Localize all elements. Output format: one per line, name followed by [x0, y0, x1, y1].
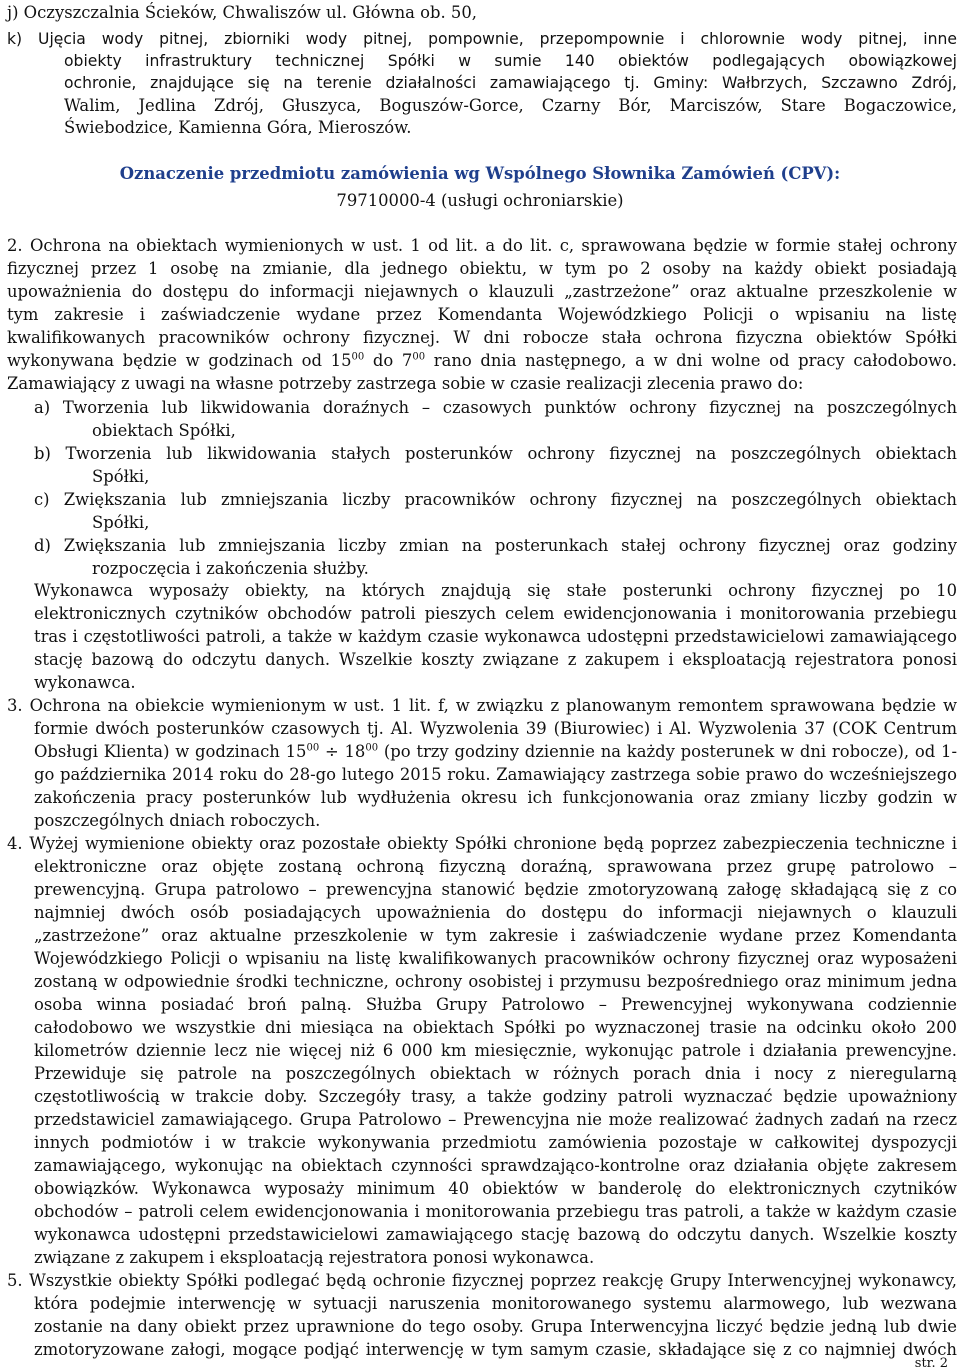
text-line: obowiązków. Wykonawca wyposaży minimum 40 obiektów w banderolę do elektronicznych czytników: [34, 1179, 957, 1198]
cpv-heading: Oznaczenie przedmiotu zamówienia wg Wspólnego Słownika Zamówień (CPV):: [119, 164, 841, 183]
text-line: obiekty infrastruktury technicznej Spółki w sumie 140 obiektów podlegających obowiązkowej: [64, 52, 957, 70]
text-line: upoważnienia do dostępu do informacji niejawnych o klauzuli „zastrzeżone” oraz aktualne przeszkolenie w: [7, 282, 957, 301]
list-item-k: k) Ujęcia wody pitnej, zbiorniki wody pitnej, pompownie, przepompownie i chlorownie wody pitnej, inne: [7, 30, 957, 48]
text-line: związane z zakupem i eksploatacją rejestratora ponosi wykonawca.: [34, 1248, 595, 1267]
text-line: zostanie na dany obiekt przez uprawnione do tego osoby. Grupa Interwencyjna liczyć będzie jedną lub dwie: [34, 1317, 957, 1336]
text-line: zamawiającego, wykonując na obiektach czynności sprawdzająco-kontrolne oraz działania objęte zakresem: [34, 1156, 957, 1175]
text-line: obchodów – patroli celem ewidencjonowania i monitorowania przebiegu tras patroli, a także w każdym czasie: [34, 1202, 957, 1221]
text-line: Zamawiający z uwagi na własne potrzeby zastrzega sobie w czasie realizacji zlecenia prawo do:: [7, 374, 804, 393]
text-line: wykonawca udostępni przedstawicielowi zamawiającego stację bazową do odczytu danych. Wszelkie koszty: [34, 1225, 957, 1244]
section-4-heading: 4. Wyżej wymienione obiekty oraz pozostałe obiekty Spółki chronione będą poprzez zabezpieczenia techniczne i: [7, 834, 957, 853]
text-line: najmniej dwóch osób posiadających upoważnienia do dostępu do informacji niejawnych o klauzuli: [34, 903, 957, 922]
text-line: formie dwóch posterunków czasowych tj. Al. Wyzwolenia 39 (Biurowiec) i Al. Wyzwolenia 37 (COK Centrum: [34, 719, 957, 738]
text-line: zostaną w odpowiednie środki techniczne, ochrony osobistej i przymusu bezpośredniego oraz minimum jedna: [34, 972, 957, 991]
list-item-d: d) Zwiększania lub zmniejszania liczby zmian na posterunkach stałej ochrony fizycznej oraz godziny: [34, 536, 957, 555]
text-line: przedstawiciel zamawiającego. Grupa Patrolowo – Prewencyjna nie może realizować żadnych zadań na rzecz: [34, 1110, 957, 1129]
text-line: elektronicznych czytników obchodów patroli pieszych celem ewidencjonowania i monitorowania przebiegu: [34, 604, 957, 623]
section-5-heading: 5. Wszystkie obiekty Spółki podlegać będą ochronie fizycznej poprzez reakcję Grupy Interwencyjnej wykonawcy,: [7, 1271, 957, 1290]
text-line: zmotoryzowane załogi, mogące podjąć interwencję w tym samym czasie, składające się z co najmniej dwóch: [34, 1340, 957, 1359]
text-line: Obsługi Klienta) w godzinach $15^{00} \div 18^{00}$ (po trzy godziny dziennie na każdy posterunek w dni robocze), od 1-: [34, 742, 957, 761]
text-line: zakończenia pracy posterunków lub wydłużenia okresu ich funkcjonowania oraz zmiany liczby godzin w: [34, 788, 957, 807]
text-line: osoba winna posiadać broń palną. Służba Grupy Patrolowo – Prewencyjnej wykonywana codziennie: [34, 995, 957, 1014]
list-item-c: c) Zwiększania lub zmniejszania liczby pracowników ochrony fizycznej na poszczególnych obiektach: [34, 490, 957, 509]
page-number: str. 2: [914, 1356, 948, 1371]
text-line: ochronie, znajdujące się na terenie działalności zamawiającego tj. Gminy: Wałbrzych, Szczawno Zdrój,: [64, 74, 957, 92]
text-line: go października 2014 roku do 28-go lutego 2015 roku. Zamawiający zastrzega sobie prawo do wcześniejszego: [34, 765, 957, 784]
text-line: Spółki,: [92, 513, 150, 532]
text-line: tras i częstotliwości patroli, a także w każdym czasie wykonawca udostępni przedstawicielowi zamawiającego: [34, 627, 957, 646]
text-line: poszczególnych dniach roboczych.: [34, 811, 321, 830]
cpv-code: 79710000-4 (usługi ochroniarskie): [336, 191, 624, 210]
text-line: tym zakresie i zaświadczenie wydane przez Komendanta Wojewódzkiego Policji o wpisaniu na listę: [7, 305, 957, 324]
text-line: rozpoczęcia i zakończenia służby.: [92, 559, 369, 578]
text-line: Przewiduje się patrole na poszczególnych obiektach w różnych porach dnia i nocy z nieregularną: [34, 1064, 957, 1083]
text-line: Wojewódzkiego Policji o wpisaniu na listę kwalifikowanych pracowników ochrony fizycznej oraz wyposażeni: [34, 949, 957, 968]
text-line: Świebodzice, Kamienna Góra, Mieroszów.: [64, 118, 412, 137]
text-line: Walim, Jedlina Zdrój, Głuszyca, Boguszów-Gorce, Czarny Bór, Marciszów, Stare Bogaczowice,: [64, 96, 957, 115]
text-line: fizycznej przez 1 osobę na zmianie, dla jednego obiektu, w tym po 2 osoby na każdy obiekt posiadają: [7, 259, 957, 278]
text-line: elektroniczne oraz objęte zostaną ochroną fizyczną doraźną, sprawowana przez grupę patrolowo –: [34, 857, 957, 876]
text-line: wykonywana będzie w godzinach od $15^{00}$ do $7^{00}$ rano dnia następnego, a w dni wolne od pracy całodobowo.: [7, 351, 957, 370]
text-line: wykonawca.: [34, 673, 136, 692]
list-item-j: j) Oczyszczalnia Ścieków, Chwaliszów ul. Główna ob. 50,: [7, 3, 477, 22]
text-line: Wykonawca wyposaży obiekty, na których znajdują się stałe posterunki ochrony fizycznej po 10: [34, 581, 957, 600]
text-line: kwalifikowanych pracowników ochrony fizycznej. W dni robocze stała ochrona fizyczna obiektów Spółki: [7, 328, 957, 347]
text-line: całodobowo we wszystkie dni miesiąca na obiektach Spółki po wyznaczonej trasie na odcinku około 200: [34, 1018, 957, 1037]
text-line: stację bazową do odczytu danych. Wszelkie koszty związane z zakupem i eksploatacją rejestratora ponosi: [34, 650, 957, 669]
section-2-heading: 2. Ochrona na obiektach wymienionych w ust. 1 od lit. a do lit. c, sprawowana będzie w formie stałej ochrony: [7, 236, 957, 255]
list-item-b: b) Tworzenia lub likwidowania stałych posterunków ochrony fizycznej na poszczególnych obiektach: [34, 444, 957, 463]
text-line: częstotliwością w trakcie doby. Szczegóły trasy, a także godziny patroli wyznaczać będzie upoważniony: [34, 1087, 957, 1106]
text-line: prewencyjną. Grupa patrolowo – prewencyjna stanowić będzie zmotoryzowaną załogę składającą się z co: [34, 880, 957, 899]
text-line: Spółki,: [92, 467, 150, 486]
text-line: innych podmiotów i w trakcie wykonywania przedmiotu zamówienia pozostaje w całkowitej dyspozycji: [34, 1133, 957, 1152]
text-line: która podejmie interwencję w sytuacji naruszenia monitorowanego systemu alarmowego, lub wezwana: [34, 1294, 957, 1313]
section-3-heading: 3. Ochrona na obiekcie wymienionym w ust. 1 lit. f, w związku z planowanym remontem sprawowana będzie w: [7, 696, 957, 715]
list-item-a: a) Tworzenia lub likwidowania doraźnych – czasowych punktów ochrony fizycznej na poszczególnych: [34, 398, 957, 417]
text-line: kilometrów dziennie lecz nie więcej niż 6 000 km miesięcznie, wykonując patrole i działania prewencyjne.: [34, 1041, 957, 1060]
text-line: „zastrzeżone” oraz aktualne przeszkolenie w tym zakresie i zaświadczenie wydane przez Komendanta: [34, 926, 957, 945]
text-line: obiektach Spółki,: [92, 421, 236, 440]
